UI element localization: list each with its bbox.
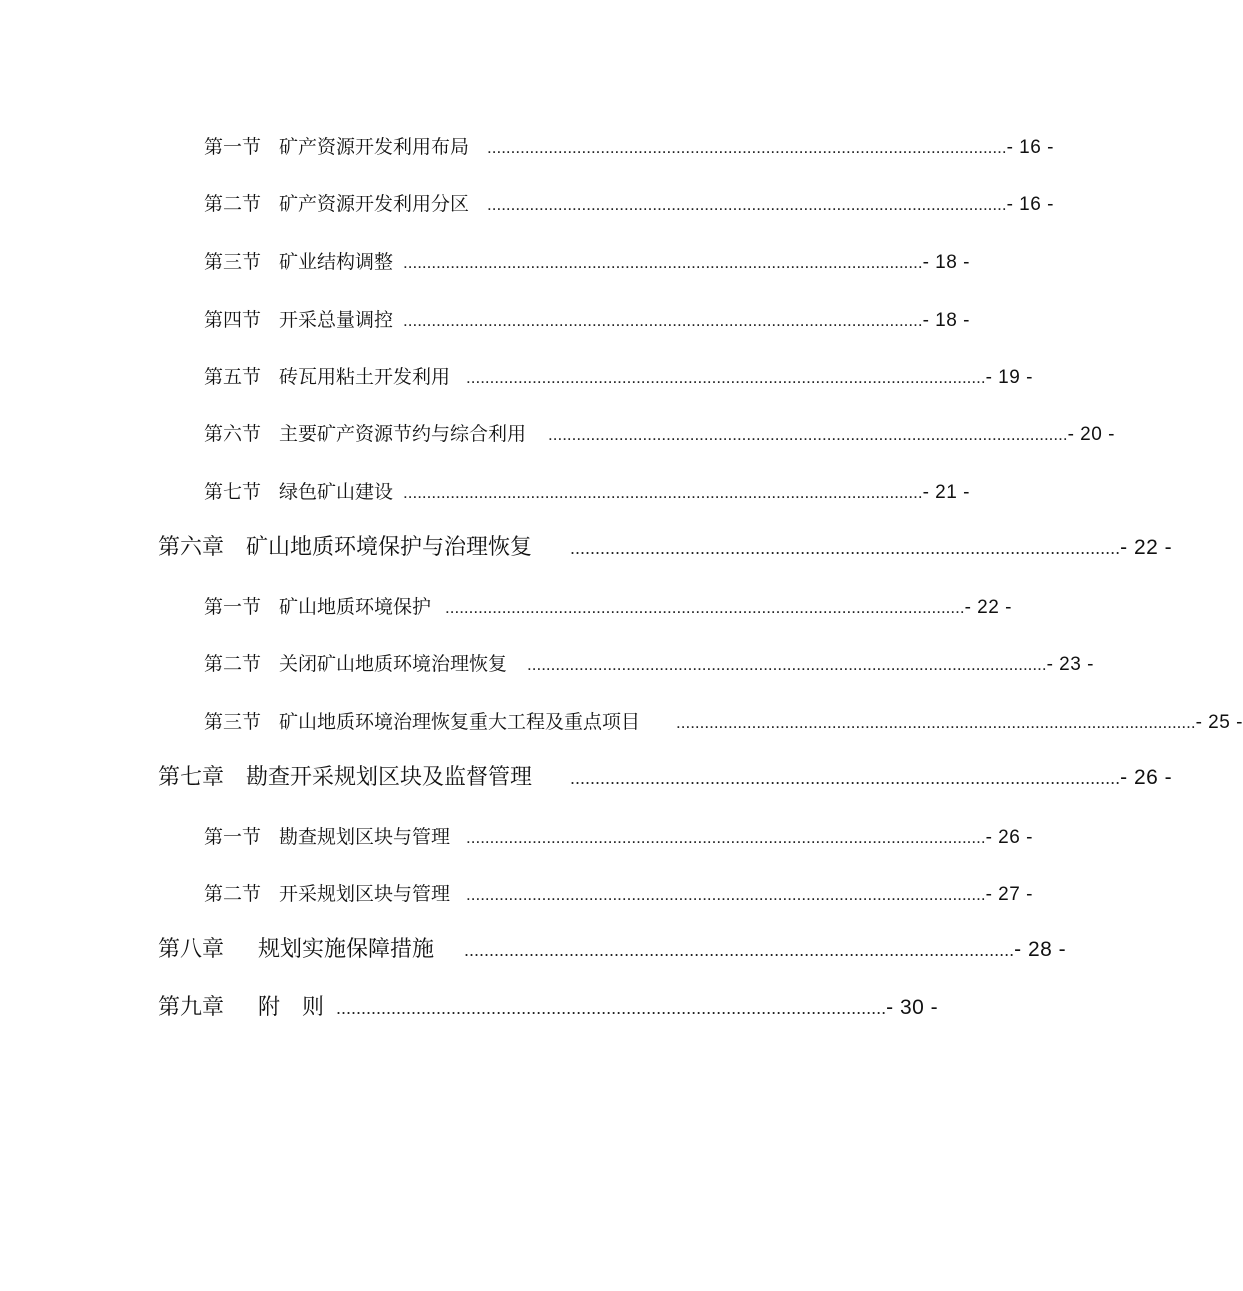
toc-entry-title: 勘查开采规划区块及监督管理 xyxy=(246,765,533,790)
toc-entry-page: - 25 - xyxy=(1195,712,1243,733)
dot-leader: .............................................................................................................. xyxy=(403,311,923,330)
dot-leader: .............................................................................................................. xyxy=(403,253,923,272)
toc-entry[interactable] xyxy=(204,822,1033,852)
toc-entry-page: - 26 - xyxy=(1120,766,1173,789)
toc-entry-page: - 19 - xyxy=(985,367,1033,388)
toc-entry-page: - 20 - xyxy=(1067,424,1115,445)
toc-entry[interactable] xyxy=(204,707,1243,737)
toc-entry-page: - 16 - xyxy=(1006,137,1054,158)
toc-entry-title: 关闭矿山地质环境治理恢复 xyxy=(279,653,508,675)
toc-entry-title: 砖瓦用粘土开发利用 xyxy=(279,366,451,388)
toc-entry[interactable] xyxy=(204,305,970,335)
toc-entry-number: 第三节 xyxy=(204,251,262,273)
toc-entry-title: 矿产资源开发利用分区 xyxy=(279,193,470,215)
toc-entry-title: 矿业结构调整 xyxy=(279,251,394,273)
dot-leader: .............................................................................................................. xyxy=(487,138,1007,157)
dot-leader: .............................................................................................................. xyxy=(466,368,986,387)
toc-chapter-entry[interactable] xyxy=(158,533,1173,563)
toc-entry-number: 第二节 xyxy=(204,193,262,215)
toc-entry-page: - 22 - xyxy=(964,597,1012,618)
toc-entry[interactable] xyxy=(204,247,970,277)
toc-entry-number: 第六节 xyxy=(204,423,262,445)
toc-entry-number: 第四节 xyxy=(204,309,262,331)
toc-entry-title: 矿山地质环境保护与治理恢复 xyxy=(246,535,533,560)
dot-leader: .............................................................................................................. xyxy=(570,538,1121,558)
toc-entry-title: 矿产资源开发利用布局 xyxy=(279,136,470,158)
toc-entry-title: 勘查规划区块与管理 xyxy=(279,826,451,848)
toc-entry[interactable] xyxy=(204,477,970,507)
toc-chapter-entry[interactable] xyxy=(158,763,1173,793)
dot-leader: .............................................................................................................. xyxy=(445,598,965,617)
toc-entry-title: 规划实施保障措施 xyxy=(258,937,435,962)
toc-entry[interactable] xyxy=(204,362,1033,392)
toc-chapter-entry[interactable] xyxy=(158,935,1067,965)
toc-entry-number: 第一节 xyxy=(204,596,262,618)
toc-entry-page: - 16 - xyxy=(1006,194,1054,215)
dot-leader: .............................................................................................................. xyxy=(527,655,1047,674)
toc-entry-title: 附 则 xyxy=(258,995,325,1020)
toc-entry-number: 第一节 xyxy=(204,136,262,158)
toc-entry-number: 第一节 xyxy=(204,826,262,848)
dot-leader: .............................................................................................................. xyxy=(336,998,887,1018)
toc-chapter-entry[interactable] xyxy=(158,993,939,1023)
dot-leader: .............................................................................................................. xyxy=(548,425,1068,444)
toc-entry-number: 第七节 xyxy=(204,481,262,503)
toc-entry-number: 第二节 xyxy=(204,883,262,905)
toc-entry-number: 第二节 xyxy=(204,653,262,675)
toc-entry-number: 第八章 xyxy=(158,937,225,962)
toc-entry[interactable] xyxy=(204,649,1094,679)
toc-entry[interactable] xyxy=(204,189,1054,219)
toc-entry-number: 第七章 xyxy=(158,765,225,790)
toc-entry-page: - 28 - xyxy=(1014,938,1067,961)
dot-leader: .............................................................................................................. xyxy=(676,713,1196,732)
toc-entry-title: 绿色矿山建设 xyxy=(279,481,394,503)
toc-entry-title: 开采总量调控 xyxy=(279,309,394,331)
toc-entry-page: - 18 - xyxy=(922,310,970,331)
toc-entry-number: 第五节 xyxy=(204,366,262,388)
toc-entry-title: 主要矿产资源节约与综合利用 xyxy=(279,423,527,445)
toc-entry-page: - 22 - xyxy=(1120,536,1173,559)
toc-entry[interactable] xyxy=(204,419,1115,449)
dot-leader: .............................................................................................................. xyxy=(403,483,923,502)
toc-entry[interactable] xyxy=(204,592,1012,622)
toc-entry-page: - 26 - xyxy=(985,827,1033,848)
toc-entry-title: 矿山地质环境治理恢复重大工程及重点项目 xyxy=(279,711,641,733)
toc-entry-page: - 18 - xyxy=(922,252,970,273)
toc-entry[interactable] xyxy=(204,132,1054,162)
dot-leader: .............................................................................................................. xyxy=(464,940,1015,960)
toc-entry[interactable] xyxy=(204,879,1033,909)
toc-entry-page: - 21 - xyxy=(922,482,970,503)
dot-leader: .............................................................................................................. xyxy=(466,828,986,847)
dot-leader: .............................................................................................................. xyxy=(466,885,986,904)
toc-entry-number: 第六章 xyxy=(158,535,225,560)
toc-entry-page: - 27 - xyxy=(985,884,1033,905)
toc-entry-number: 第九章 xyxy=(158,995,225,1020)
toc-entry-page: - 23 - xyxy=(1046,654,1094,675)
toc-entry-title: 矿山地质环境保护 xyxy=(279,596,432,618)
toc-entry-number: 第三节 xyxy=(204,711,262,733)
toc-entry-page: - 30 - xyxy=(886,996,939,1019)
dot-leader: .............................................................................................................. xyxy=(487,195,1007,214)
toc-entry-title: 开采规划区块与管理 xyxy=(279,883,451,905)
dot-leader: .............................................................................................................. xyxy=(570,768,1121,788)
